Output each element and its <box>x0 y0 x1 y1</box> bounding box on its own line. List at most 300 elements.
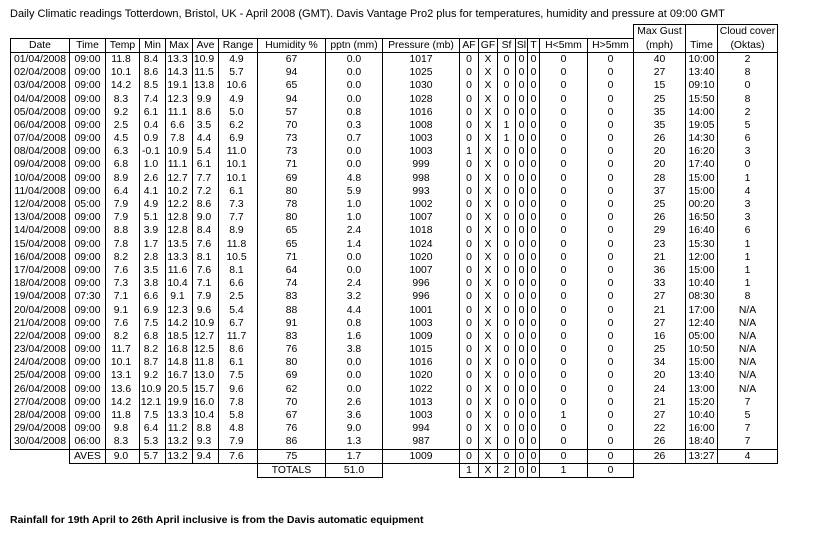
cell-ave: 13.0 <box>193 369 219 382</box>
cell-temp: 11.7 <box>106 343 140 356</box>
cell-pptn: 0.3 <box>326 119 383 132</box>
table-row <box>11 409 778 422</box>
cell-ave: 9.3 <box>193 435 219 449</box>
cell-range: 5.7 <box>219 66 258 79</box>
cell-gust-time: 15:00 <box>686 172 718 185</box>
cell-range: 6.1 <box>219 185 258 198</box>
table-row <box>11 264 778 277</box>
cell-pressure: 1007 <box>383 211 460 224</box>
cell-gust-time: 18:40 <box>686 435 718 449</box>
header-oktas: (Oktas) <box>718 38 778 52</box>
cell-cloud-cover: 2 <box>718 52 778 66</box>
cell-cloud-cover: N/A <box>718 330 778 343</box>
cell-pressure: 1003 <box>383 317 460 330</box>
cell-cloud-cover: 7 <box>718 396 778 409</box>
cell-time: 07:30 <box>70 290 106 303</box>
cell-temp: 14.2 <box>106 396 140 409</box>
cell-sl: 0 <box>516 264 528 277</box>
cell-ave: 8.4 <box>193 224 219 237</box>
cell-date: 07/04/2008 <box>11 132 70 145</box>
cell-humidity: 80 <box>258 211 326 224</box>
cell-cloud-cover: 8 <box>718 92 778 105</box>
cell-pptn: 3.2 <box>326 290 383 303</box>
cell-cloud-cover: 1 <box>718 264 778 277</box>
cell-temp: 7.1 <box>106 290 140 303</box>
totals-h-gt5: 0 <box>588 463 634 477</box>
table-row <box>11 317 778 330</box>
header-range: Range <box>219 38 258 52</box>
cell-range: 8.1 <box>219 264 258 277</box>
table-row <box>11 145 778 158</box>
cell-t: 0 <box>528 290 540 303</box>
cell-h-gt5: 0 <box>588 343 634 356</box>
aves-temp: 9.0 <box>106 449 140 463</box>
cell-sf: 0 <box>498 92 516 105</box>
cell-sl: 0 <box>516 224 528 237</box>
cell-time: 09:00 <box>70 119 106 132</box>
cell-min: 2.8 <box>140 251 166 264</box>
cell-date: 24/04/2008 <box>11 356 70 369</box>
cell-h-lt5: 0 <box>540 224 588 237</box>
cell-sl: 0 <box>516 79 528 92</box>
table-row <box>11 198 778 211</box>
cell-humidity: 73 <box>258 145 326 158</box>
cell-pressure: 1008 <box>383 119 460 132</box>
cell-pptn: 2.4 <box>326 224 383 237</box>
cell-gf: X <box>479 264 498 277</box>
cell-date: 08/04/2008 <box>11 145 70 158</box>
cell-pressure: 993 <box>383 185 460 198</box>
cell-min: 12.1 <box>140 396 166 409</box>
cell-date: 23/04/2008 <box>11 343 70 356</box>
cell-sf: 0 <box>498 198 516 211</box>
cell-t: 0 <box>528 106 540 119</box>
cell-date: 14/04/2008 <box>11 224 70 237</box>
cell-af: 0 <box>460 238 479 251</box>
cell-sl: 0 <box>516 158 528 171</box>
cell-cloud-cover: 6 <box>718 224 778 237</box>
table-row <box>11 119 778 132</box>
cell-h-lt5: 0 <box>540 251 588 264</box>
cell-max-gust: 15 <box>634 79 686 92</box>
cell-temp: 7.9 <box>106 198 140 211</box>
cell-cloud-cover: 7 <box>718 435 778 449</box>
cell-humidity: 76 <box>258 343 326 356</box>
cell-max-gust: 27 <box>634 317 686 330</box>
cell-pptn: 1.4 <box>326 238 383 251</box>
cell-gf: X <box>479 66 498 79</box>
cell-ave: 16.0 <box>193 396 219 409</box>
cell-gust-time: 09:10 <box>686 79 718 92</box>
cell-pptn: 3.6 <box>326 409 383 422</box>
cell-cloud-cover: 8 <box>718 290 778 303</box>
cell-sl: 0 <box>516 317 528 330</box>
cell-range: 7.5 <box>219 369 258 382</box>
cell-temp: 6.4 <box>106 185 140 198</box>
cell-h-lt5: 0 <box>540 158 588 171</box>
cell-gf: X <box>479 158 498 171</box>
cell-max: 12.3 <box>166 92 193 105</box>
cell-min: 1.0 <box>140 158 166 171</box>
cell-temp: 11.8 <box>106 409 140 422</box>
cell-af: 0 <box>460 251 479 264</box>
cell-sl: 0 <box>516 106 528 119</box>
cell-range: 7.9 <box>219 435 258 449</box>
cell-range: 9.6 <box>219 383 258 396</box>
cell-gf: X <box>479 330 498 343</box>
cell-humidity: 67 <box>258 409 326 422</box>
cell-af: 0 <box>460 303 479 316</box>
cell-pressure: 1024 <box>383 238 460 251</box>
cell-h-gt5: 0 <box>588 330 634 343</box>
cell-pressure: 1018 <box>383 224 460 237</box>
cell-sf: 0 <box>498 330 516 343</box>
cell-range: 7.3 <box>219 198 258 211</box>
cell-time: 09:00 <box>70 224 106 237</box>
cell-date: 20/04/2008 <box>11 303 70 316</box>
cell-h-gt5: 0 <box>588 119 634 132</box>
cell-af: 0 <box>460 383 479 396</box>
cell-temp: 8.3 <box>106 435 140 449</box>
cell-ave: 9.0 <box>193 211 219 224</box>
table-row <box>11 185 778 198</box>
cell-date: 22/04/2008 <box>11 330 70 343</box>
cell-max-gust: 28 <box>634 172 686 185</box>
cell-ave: 10.9 <box>193 52 219 66</box>
cell-pressure: 1020 <box>383 369 460 382</box>
cell-gust-time: 16:50 <box>686 211 718 224</box>
cell-humidity: 65 <box>258 224 326 237</box>
totals-t: 0 <box>528 463 540 477</box>
cell-ave: 7.7 <box>193 172 219 185</box>
cell-cloud-cover: N/A <box>718 343 778 356</box>
cell-temp: 14.2 <box>106 79 140 92</box>
cell-gust-time: 16:40 <box>686 224 718 237</box>
aves-af: 0 <box>460 449 479 463</box>
cell-gust-time: 13:40 <box>686 66 718 79</box>
cell-h-lt5: 0 <box>540 435 588 449</box>
cell-humidity: 76 <box>258 422 326 435</box>
cell-gf: X <box>479 79 498 92</box>
cell-h-gt5: 0 <box>588 422 634 435</box>
table-row <box>11 396 778 409</box>
cell-min: 3.8 <box>140 277 166 290</box>
cell-sl: 0 <box>516 238 528 251</box>
cell-pptn: 2.4 <box>326 277 383 290</box>
cell-pptn: 0.8 <box>326 106 383 119</box>
cell-t: 0 <box>528 264 540 277</box>
cell-af: 0 <box>460 290 479 303</box>
cell-gust-time: 10:50 <box>686 343 718 356</box>
cell-h-lt5: 0 <box>540 277 588 290</box>
cell-pressure: 998 <box>383 172 460 185</box>
cell-h-lt5: 0 <box>540 185 588 198</box>
cell-sf: 0 <box>498 66 516 79</box>
cell-humidity: 69 <box>258 369 326 382</box>
cell-max: 12.3 <box>166 303 193 316</box>
cell-date: 21/04/2008 <box>11 317 70 330</box>
cell-humidity: 88 <box>258 303 326 316</box>
cell-max: 16.8 <box>166 343 193 356</box>
cell-humidity: 86 <box>258 435 326 449</box>
cell-pressure: 1022 <box>383 383 460 396</box>
cell-t: 0 <box>528 356 540 369</box>
cell-cloud-cover: 0 <box>718 158 778 171</box>
cell-cloud-cover: 6 <box>718 132 778 145</box>
aves-cloud: 4 <box>718 449 778 463</box>
cell-temp: 2.5 <box>106 119 140 132</box>
cell-sf: 1 <box>498 132 516 145</box>
cell-time: 09:00 <box>70 317 106 330</box>
cell-cloud-cover: N/A <box>718 317 778 330</box>
cell-sl: 0 <box>516 66 528 79</box>
cell-gf: X <box>479 409 498 422</box>
cell-date: 28/04/2008 <box>11 409 70 422</box>
cell-gust-time: 14:30 <box>686 132 718 145</box>
cell-temp: 8.2 <box>106 251 140 264</box>
cell-pptn: 0.0 <box>326 251 383 264</box>
cell-h-lt5: 0 <box>540 383 588 396</box>
cell-t: 0 <box>528 224 540 237</box>
cell-sf: 0 <box>498 303 516 316</box>
cell-sf: 0 <box>498 238 516 251</box>
cell-pptn: 2.6 <box>326 396 383 409</box>
cell-min: 5.1 <box>140 211 166 224</box>
table-row <box>11 343 778 356</box>
cell-h-lt5: 0 <box>540 198 588 211</box>
table-row <box>11 158 778 171</box>
cell-h-lt5: 0 <box>540 92 588 105</box>
cell-cloud-cover: 3 <box>718 211 778 224</box>
cell-sl: 0 <box>516 369 528 382</box>
cell-sl: 0 <box>516 303 528 316</box>
cell-h-gt5: 0 <box>588 435 634 449</box>
cell-range: 6.2 <box>219 119 258 132</box>
cell-af: 0 <box>460 277 479 290</box>
cell-sl: 0 <box>516 251 528 264</box>
cell-pressure: 1016 <box>383 106 460 119</box>
cell-sf: 0 <box>498 435 516 449</box>
header-pressure: Pressure (mb) <box>383 38 460 52</box>
header-sl: Sl <box>516 39 527 51</box>
cell-af: 0 <box>460 92 479 105</box>
cell-temp: 8.2 <box>106 330 140 343</box>
totals-sf: 2 <box>498 463 516 477</box>
cell-gust-time: 17:00 <box>686 303 718 316</box>
cell-max-gust: 27 <box>634 66 686 79</box>
cell-t: 0 <box>528 303 540 316</box>
cell-h-lt5: 0 <box>540 119 588 132</box>
cell-date: 06/04/2008 <box>11 119 70 132</box>
cell-max: 14.2 <box>166 317 193 330</box>
cell-range: 10.6 <box>219 79 258 92</box>
cell-pressure: 1030 <box>383 79 460 92</box>
cell-sl: 0 <box>516 356 528 369</box>
cell-temp: 7.8 <box>106 238 140 251</box>
cell-pptn: 4.4 <box>326 303 383 316</box>
cell-gust-time: 15:00 <box>686 356 718 369</box>
cell-h-lt5: 0 <box>540 369 588 382</box>
cell-sf: 0 <box>498 264 516 277</box>
aves-pptn: 1.7 <box>326 449 383 463</box>
cell-gust-time: 19:05 <box>686 119 718 132</box>
cell-range: 5.4 <box>219 303 258 316</box>
cell-time: 09:00 <box>70 383 106 396</box>
cell-pptn: 0.0 <box>326 369 383 382</box>
cell-max: 11.1 <box>166 158 193 171</box>
table-row <box>11 277 778 290</box>
cell-t: 0 <box>528 79 540 92</box>
cell-date: 25/04/2008 <box>11 369 70 382</box>
aves-sl: 0 <box>516 449 528 463</box>
cell-gust-time: 15:50 <box>686 92 718 105</box>
cell-af: 0 <box>460 52 479 66</box>
cell-sf: 0 <box>498 52 516 66</box>
cell-min: 5.3 <box>140 435 166 449</box>
cell-min: 3.9 <box>140 224 166 237</box>
cell-date: 04/04/2008 <box>11 92 70 105</box>
cell-t: 0 <box>528 369 540 382</box>
header-gust-unit: (mph) <box>634 38 686 52</box>
cell-max: 12.8 <box>166 224 193 237</box>
cell-date: 17/04/2008 <box>11 264 70 277</box>
cell-gust-time: 15:00 <box>686 185 718 198</box>
cell-ave: 12.7 <box>193 330 219 343</box>
cell-pressure: 1016 <box>383 356 460 369</box>
aves-sf: 0 <box>498 449 516 463</box>
cell-gf: X <box>479 92 498 105</box>
cell-date: 09/04/2008 <box>11 158 70 171</box>
cell-t: 0 <box>528 277 540 290</box>
cell-time: 09:00 <box>70 145 106 158</box>
cell-date: 15/04/2008 <box>11 238 70 251</box>
cell-max: 13.3 <box>166 409 193 422</box>
header-row <box>11 38 778 52</box>
header-temp: Temp <box>106 38 140 52</box>
cell-humidity: 62 <box>258 383 326 396</box>
cell-time: 09:00 <box>70 343 106 356</box>
cell-t: 0 <box>528 185 540 198</box>
table-row <box>11 435 778 449</box>
cell-humidity: 67 <box>258 52 326 66</box>
cell-time: 09:00 <box>70 185 106 198</box>
cell-temp: 10.1 <box>106 66 140 79</box>
cell-af: 0 <box>460 422 479 435</box>
cell-sl: 0 <box>516 396 528 409</box>
cell-min: 8.2 <box>140 343 166 356</box>
cell-af: 0 <box>460 198 479 211</box>
cell-pressure: 1015 <box>383 343 460 356</box>
cell-af: 1 <box>460 145 479 158</box>
cell-pressure: 1002 <box>383 198 460 211</box>
cell-t: 0 <box>528 198 540 211</box>
cell-pptn: 0.7 <box>326 132 383 145</box>
cell-h-gt5: 0 <box>588 66 634 79</box>
cell-h-gt5: 0 <box>588 92 634 105</box>
cell-min: 0.9 <box>140 132 166 145</box>
cell-sf: 0 <box>498 422 516 435</box>
cell-sl: 0 <box>516 198 528 211</box>
cell-humidity: 74 <box>258 277 326 290</box>
cell-sf: 0 <box>498 396 516 409</box>
cell-min: 8.4 <box>140 52 166 66</box>
header-pptn: pptn (mm) <box>326 38 383 52</box>
cell-max: 10.2 <box>166 185 193 198</box>
cell-ave: 11.5 <box>193 66 219 79</box>
cell-h-gt5: 0 <box>588 369 634 382</box>
cell-humidity: 57 <box>258 106 326 119</box>
cell-date: 02/04/2008 <box>11 66 70 79</box>
cell-sl: 0 <box>516 119 528 132</box>
cell-min: 0.4 <box>140 119 166 132</box>
cell-gf: X <box>479 290 498 303</box>
cell-h-gt5: 0 <box>588 303 634 316</box>
cell-humidity: 83 <box>258 290 326 303</box>
cell-pressure: 987 <box>383 435 460 449</box>
cell-sl: 0 <box>516 132 528 145</box>
cell-h-lt5: 0 <box>540 238 588 251</box>
cell-max-gust: 25 <box>634 92 686 105</box>
cell-range: 4.9 <box>219 92 258 105</box>
cell-pressure: 1013 <box>383 396 460 409</box>
cell-h-lt5: 0 <box>540 264 588 277</box>
cell-min: 1.7 <box>140 238 166 251</box>
cell-sl: 0 <box>516 435 528 449</box>
cell-time: 05:00 <box>70 198 106 211</box>
cell-cloud-cover: 8 <box>718 66 778 79</box>
cell-date: 29/04/2008 <box>11 422 70 435</box>
cell-humidity: 94 <box>258 92 326 105</box>
cell-gust-time: 10:00 <box>686 52 718 66</box>
cell-gust-time: 12:00 <box>686 251 718 264</box>
cell-h-gt5: 0 <box>588 277 634 290</box>
cell-pptn: 0.0 <box>326 79 383 92</box>
table-row <box>11 290 778 303</box>
cell-t: 0 <box>528 92 540 105</box>
cell-range: 6.9 <box>219 132 258 145</box>
cell-af: 0 <box>460 106 479 119</box>
cell-gust-time: 12:40 <box>686 317 718 330</box>
header-date: Date <box>11 38 70 52</box>
cell-time: 09:00 <box>70 106 106 119</box>
cell-h-gt5: 0 <box>588 396 634 409</box>
cell-h-lt5: 0 <box>540 343 588 356</box>
cell-range: 4.9 <box>219 52 258 66</box>
cell-humidity: 80 <box>258 356 326 369</box>
cell-t: 0 <box>528 211 540 224</box>
table-row <box>11 238 778 251</box>
cell-ave: 9.9 <box>193 92 219 105</box>
cell-af: 0 <box>460 172 479 185</box>
cell-ave: 8.6 <box>193 106 219 119</box>
cell-h-lt5: 0 <box>540 66 588 79</box>
cell-pressure: 1007 <box>383 264 460 277</box>
cell-date: 26/04/2008 <box>11 383 70 396</box>
cell-min: 6.1 <box>140 106 166 119</box>
cell-date: 19/04/2008 <box>11 290 70 303</box>
cell-gust-time: 05:00 <box>686 330 718 343</box>
cell-range: 2.5 <box>219 290 258 303</box>
cell-af: 0 <box>460 396 479 409</box>
cell-min: 8.5 <box>140 79 166 92</box>
aves-ave: 9.4 <box>193 449 219 463</box>
cell-gf: X <box>479 172 498 185</box>
cell-temp: 10.1 <box>106 356 140 369</box>
cell-gust-time: 16:20 <box>686 145 718 158</box>
header-h-gt5: H>5mm <box>588 38 634 52</box>
cell-cloud-cover: N/A <box>718 303 778 316</box>
cell-date: 11/04/2008 <box>11 185 70 198</box>
